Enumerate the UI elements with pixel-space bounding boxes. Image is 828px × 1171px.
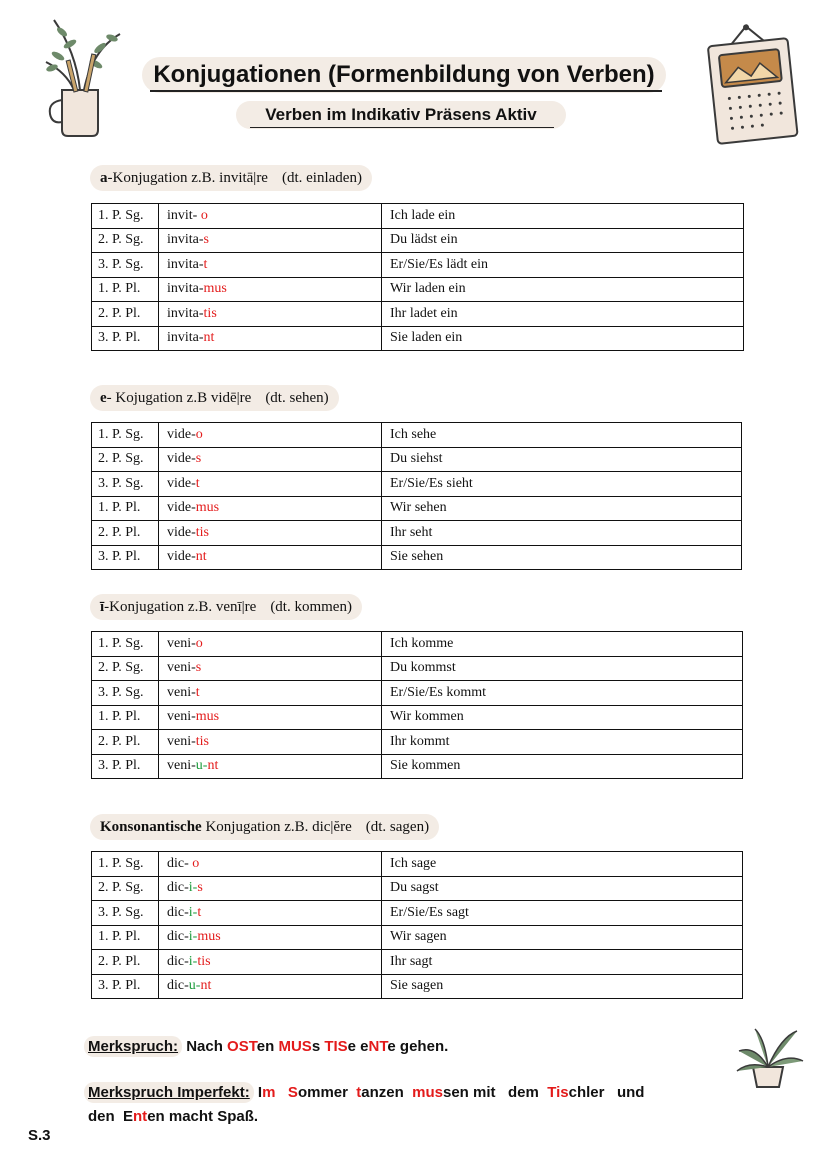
verb-ending: o	[195, 426, 203, 442]
person-cell: 2. P. Pl.	[92, 302, 159, 327]
connecting-vowel: i-	[188, 904, 198, 920]
section-heading-translation: (dt. sehen)	[265, 390, 329, 406]
latin-form-cell	[159, 496, 382, 521]
section-heading-konsonantisch	[90, 814, 439, 840]
subtitle-underline	[250, 127, 554, 128]
latin-form-cell	[159, 521, 382, 546]
table-row	[92, 705, 743, 730]
german-translation-cell: Ich komme	[382, 632, 743, 657]
section-heading-i	[90, 594, 362, 620]
person-cell: 2. P. Sg.	[92, 876, 159, 901]
person-cell: 2. P. Sg.	[92, 228, 159, 253]
verb-stem: vide-	[167, 549, 196, 565]
mnemonic-text: sen mit dem	[443, 1084, 548, 1101]
mnemonic-highlight: nt	[133, 1108, 148, 1125]
german-translation-cell: Sie sagen	[382, 974, 743, 999]
connecting-vowel: i-	[188, 953, 198, 969]
table-row	[92, 950, 743, 975]
conjugation-table-i	[91, 631, 743, 779]
table-row	[92, 901, 743, 926]
latin-form-cell	[159, 423, 382, 448]
mnemonic-text: s	[311, 1038, 325, 1055]
connecting-vowel: u-	[195, 758, 208, 774]
mnemonic-text: en macht Spaß.	[147, 1108, 259, 1125]
verb-ending: nt	[207, 758, 219, 774]
latin-form-cell	[159, 681, 382, 706]
mnemonic-text: Nach	[182, 1038, 228, 1055]
section-heading-text: Konjugation z.B. dic|ĕre	[201, 819, 352, 835]
page-subtitle: Verben im Indikativ Präsens Aktiv	[236, 101, 566, 129]
section-heading-prefix: e	[100, 390, 107, 406]
section-heading-a	[90, 165, 372, 191]
verb-ending: o	[195, 635, 203, 651]
german-translation-cell: Du siehst	[382, 447, 742, 472]
person-cell: 2. P. Pl.	[92, 521, 159, 546]
mnemonic-highlight: TIS	[324, 1038, 348, 1055]
german-translation-cell: Ihr kommt	[382, 730, 743, 755]
german-translation-cell: Du sagst	[382, 876, 743, 901]
verb-ending: s	[197, 880, 203, 896]
calendar-icon	[700, 22, 805, 147]
german-translation-cell: Er/Sie/Es kommt	[382, 681, 743, 706]
mnemonic-highlight: MUS	[278, 1038, 312, 1055]
german-translation-cell: Ihr seht	[382, 521, 742, 546]
section-heading-translation: (dt. einladen)	[281, 170, 362, 186]
conjugation-table-e	[91, 422, 742, 570]
section-heading-prefix: a	[100, 170, 108, 186]
table-row	[92, 228, 744, 253]
connecting-vowel: i-	[188, 880, 198, 896]
latin-form-cell	[159, 950, 382, 975]
german-translation-cell: Ihr ladet ein	[382, 302, 744, 327]
verb-stem: vide-	[167, 475, 196, 491]
table-row	[92, 496, 742, 521]
verb-ending: o	[192, 855, 200, 871]
merkspruch	[84, 1038, 448, 1055]
person-cell: 3. P. Pl.	[92, 545, 159, 570]
mnemonic-text	[275, 1084, 288, 1101]
latin-form-cell	[159, 632, 382, 657]
verb-stem: vide-	[167, 500, 196, 516]
german-translation-cell: Sie kommen	[382, 754, 743, 779]
mnemonic-text: e e	[347, 1038, 369, 1055]
latin-form-cell	[159, 754, 382, 779]
german-translation-cell: Du kommst	[382, 656, 743, 681]
verb-stem: veni-	[167, 635, 196, 651]
german-translation-cell: Sie laden ein	[382, 326, 744, 351]
mnemonic-text: en	[256, 1038, 279, 1055]
merkspruch-imperfekt	[84, 1084, 644, 1101]
table-row	[92, 681, 743, 706]
latin-form-cell	[159, 705, 382, 730]
person-cell: 3. P. Sg.	[92, 901, 159, 926]
latin-form-cell	[159, 852, 382, 877]
person-cell: 3. P. Sg.	[92, 253, 159, 278]
verb-stem: veni-	[167, 758, 196, 774]
person-cell: 1. P. Sg.	[92, 204, 159, 229]
table-row	[92, 277, 744, 302]
person-cell: 2. P. Sg.	[92, 656, 159, 681]
verb-stem: dic-	[167, 978, 189, 994]
latin-form-cell	[159, 447, 382, 472]
person-cell: 1. P. Pl.	[92, 496, 159, 521]
german-translation-cell: Er/Sie/Es lädt ein	[382, 253, 744, 278]
plant-mug-icon	[40, 12, 135, 137]
latin-form-cell	[159, 876, 382, 901]
verb-stem: invita-	[167, 330, 204, 346]
verb-ending: tis	[197, 953, 211, 969]
connecting-vowel: i-	[188, 929, 198, 945]
verb-ending: s	[203, 232, 209, 248]
verb-ending: tis	[195, 733, 209, 749]
person-cell: 3. P. Pl.	[92, 754, 159, 779]
verb-ending: tis	[195, 524, 209, 540]
table-row	[92, 253, 744, 278]
table-row	[92, 447, 742, 472]
page-title: Konjugationen (Formenbildung von Verben)	[142, 57, 666, 93]
table-row	[92, 730, 743, 755]
table-row	[92, 472, 742, 497]
german-translation-cell: Ich sehe	[382, 423, 742, 448]
table-row	[92, 302, 744, 327]
verb-stem: vide-	[167, 524, 196, 540]
latin-form-cell	[159, 925, 382, 950]
connecting-vowel: u-	[188, 978, 201, 994]
german-translation-cell: Wir laden ein	[382, 277, 744, 302]
potted-plant-icon	[735, 1025, 807, 1090]
table-row	[92, 632, 743, 657]
table-row	[92, 423, 742, 448]
table-row	[92, 925, 743, 950]
section-heading-e	[90, 385, 339, 411]
person-cell: 1. P. Sg.	[92, 852, 159, 877]
section-heading-translation: (dt. kommen)	[270, 599, 352, 615]
german-translation-cell: Du lädst ein	[382, 228, 744, 253]
latin-form-cell	[159, 545, 382, 570]
german-translation-cell: Wir sehen	[382, 496, 742, 521]
section-heading-text: - Kojugation z.B vidē|re	[106, 390, 252, 406]
verb-stem: dic-	[167, 855, 193, 871]
latin-form-cell	[159, 730, 382, 755]
table-row	[92, 876, 743, 901]
section-heading-text: -Konjugation z.B. invitā|re	[107, 170, 268, 186]
verb-ending: mus	[197, 929, 221, 945]
latin-form-cell	[159, 656, 382, 681]
verb-stem: invita-	[167, 232, 204, 248]
verb-ending: nt	[195, 549, 207, 565]
verb-ending: s	[195, 660, 202, 676]
verb-ending: t	[197, 904, 202, 920]
german-translation-cell: Wir kommen	[382, 705, 743, 730]
conjugation-table-a	[91, 203, 744, 351]
page-number: S.3	[28, 1127, 51, 1144]
mnemonic-highlight: NT	[368, 1038, 388, 1055]
mnemonic-highlight: mus	[412, 1084, 443, 1101]
mnemonic-text: e gehen.	[387, 1038, 449, 1055]
merkspruch-imperfekt-line2	[88, 1108, 258, 1125]
german-translation-cell: Er/Sie/Es sieht	[382, 472, 742, 497]
mnemonic-highlight: t	[356, 1084, 362, 1101]
verb-stem: dic-	[167, 904, 189, 920]
verb-ending: t	[195, 475, 200, 491]
verb-stem: veni-	[167, 660, 196, 676]
person-cell: 1. P. Sg.	[92, 423, 159, 448]
verb-stem: dic-	[167, 953, 189, 969]
conjugation-table-konsonantisch	[91, 851, 743, 999]
person-cell: 1. P. Sg.	[92, 632, 159, 657]
latin-form-cell	[159, 228, 382, 253]
verb-stem: vide-	[167, 426, 196, 442]
table-row	[92, 545, 742, 570]
verb-ending: mus	[195, 709, 220, 725]
verb-ending: tis	[203, 305, 217, 321]
verb-stem: dic-	[167, 929, 189, 945]
verb-stem: invita-	[167, 305, 204, 321]
table-row	[92, 852, 743, 877]
section-heading-prefix: ī	[100, 599, 105, 615]
verb-stem: veni-	[167, 684, 196, 700]
mnemonic-highlight: Tis	[547, 1084, 569, 1101]
table-row	[92, 754, 743, 779]
table-row	[92, 974, 743, 999]
title-underline	[150, 90, 662, 92]
mnemonic-highlight: OST	[227, 1038, 257, 1055]
latin-form-cell	[159, 472, 382, 497]
person-cell: 1. P. Pl.	[92, 705, 159, 730]
verb-ending: t	[195, 684, 200, 700]
verb-stem: invita-	[167, 256, 204, 272]
mnemonic-text: anzen	[361, 1084, 413, 1101]
latin-form-cell	[159, 901, 382, 926]
person-cell: 2. P. Pl.	[92, 950, 159, 975]
person-cell: 3. P. Sg.	[92, 472, 159, 497]
section-heading-translation: (dt. sagen)	[365, 819, 430, 835]
person-cell: 3. P. Pl.	[92, 326, 159, 351]
person-cell: 1. P. Pl.	[92, 277, 159, 302]
german-translation-cell: Er/Sie/Es sagt	[382, 901, 743, 926]
person-cell: 1. P. Pl.	[92, 925, 159, 950]
mnemonic-text: den E	[88, 1108, 134, 1125]
latin-form-cell	[159, 204, 382, 229]
mnemonic-highlight: m	[262, 1084, 276, 1101]
person-cell: 3. P. Pl.	[92, 974, 159, 999]
german-translation-cell: Ich sage	[382, 852, 743, 877]
verb-stem: veni-	[167, 733, 196, 749]
latin-form-cell	[159, 253, 382, 278]
person-cell: 2. P. Pl.	[92, 730, 159, 755]
table-row	[92, 204, 744, 229]
german-translation-cell: Wir sagen	[382, 925, 743, 950]
verb-ending: t	[203, 256, 208, 272]
latin-form-cell	[159, 302, 382, 327]
mnemonic-text: I	[253, 1084, 263, 1101]
person-cell: 2. P. Sg.	[92, 447, 159, 472]
merkspruch-label: Merkspruch:	[84, 1036, 182, 1057]
mnemonic-text: ommer	[297, 1084, 357, 1101]
mnemonic-text: chler und	[568, 1084, 645, 1101]
verb-ending: mus	[195, 500, 220, 516]
latin-form-cell	[159, 974, 382, 999]
latin-form-cell	[159, 277, 382, 302]
merkspruch-imperfekt-label: Merkspruch Imperfekt:	[84, 1082, 254, 1103]
table-row	[92, 656, 743, 681]
verb-stem: vide-	[167, 451, 196, 467]
verb-ending: s	[195, 451, 202, 467]
verb-ending: mus	[203, 281, 227, 297]
verb-ending: o	[200, 207, 208, 223]
section-heading-text: -Konjugation z.B. venī|re	[104, 599, 257, 615]
verb-stem: dic-	[167, 880, 189, 896]
verb-stem: invit-	[167, 207, 201, 223]
verb-stem: invita-	[167, 281, 204, 297]
person-cell: 3. P. Sg.	[92, 681, 159, 706]
german-translation-cell: Sie sehen	[382, 545, 742, 570]
mnemonic-highlight: S	[287, 1084, 298, 1101]
verb-ending: nt	[203, 330, 215, 346]
german-translation-cell: Ihr sagt	[382, 950, 743, 975]
section-heading-prefix: Konsonantische	[100, 819, 202, 835]
verb-ending: nt	[200, 978, 212, 994]
verb-stem: veni-	[167, 709, 196, 725]
german-translation-cell: Ich lade ein	[382, 204, 744, 229]
table-row	[92, 521, 742, 546]
latin-form-cell	[159, 326, 382, 351]
table-row	[92, 326, 744, 351]
